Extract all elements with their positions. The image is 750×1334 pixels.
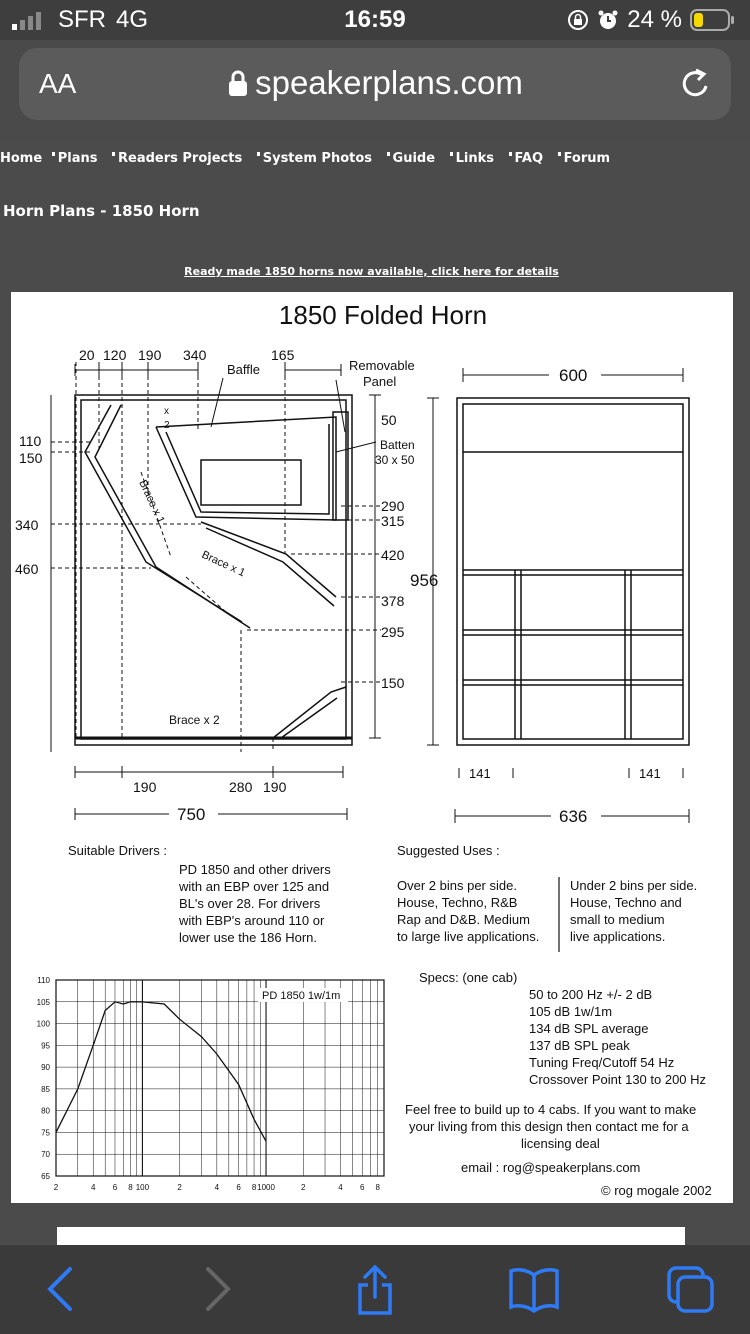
label-x: x xyxy=(164,406,169,417)
label-batten-size: 30 x 50 xyxy=(375,453,415,467)
uses-right-3: small to medium xyxy=(570,912,665,927)
dim-bottom-280: 280 xyxy=(229,779,253,795)
dim-top-120: 120 xyxy=(103,347,127,363)
label-panel: Panel xyxy=(363,374,397,389)
domain-text: speakerplans.com xyxy=(255,64,523,101)
x-tick-label: 2 xyxy=(177,1183,182,1192)
label-brace-a: Brace x 1 xyxy=(136,478,167,526)
drivers-line-4: with EBP's around 110 or xyxy=(179,913,325,928)
nav-system-photos[interactable]: System Photos xyxy=(257,151,377,166)
dim-left-460: 460 xyxy=(15,561,39,577)
label-brace-c: Brace x 2 xyxy=(169,713,220,727)
webpage xyxy=(0,140,750,1245)
y-tick-label: 80 xyxy=(41,1106,50,1116)
dim-left-150: 150 xyxy=(19,450,43,466)
front-width-636: 636 xyxy=(559,807,588,826)
dim-top-190: 190 xyxy=(138,347,162,363)
x-tick-label: 100 xyxy=(135,1183,150,1192)
x-tick-label: 6 xyxy=(112,1183,118,1192)
orientation-lock-icon xyxy=(567,9,589,31)
plan-drawing xyxy=(11,292,733,1203)
dim-top-340: 340 xyxy=(183,347,207,363)
note-3: licensing deal xyxy=(521,1136,600,1151)
x-tick-label: 6 xyxy=(236,1183,241,1192)
network-type: 4G xyxy=(116,6,149,33)
x-tick-label: 8 xyxy=(128,1183,133,1192)
dim-top-20: 20 xyxy=(79,347,95,363)
dim-left-340: 340 xyxy=(15,517,39,533)
spec-1: 50 to 200 Hz +/- 2 dB xyxy=(529,987,653,1002)
horn-plan-image xyxy=(11,292,733,1203)
reader-settings-button[interactable]: AA xyxy=(39,68,77,99)
tabs-icon[interactable] xyxy=(666,1265,716,1315)
nav-guide[interactable]: Guide xyxy=(387,151,441,166)
dim-top-165: 165 xyxy=(271,347,295,363)
side-view xyxy=(75,395,352,745)
label-baffle: Baffle xyxy=(227,362,261,377)
note-2: your living from this design then contact me for a xyxy=(409,1119,689,1134)
alarm-icon xyxy=(597,9,619,31)
spec-4: 137 dB SPL peak xyxy=(529,1038,630,1053)
label-brace-b: Brace x 1 xyxy=(199,548,247,580)
promo-link[interactable]: Ready made 1850 horns now available, click here for details xyxy=(184,265,559,278)
plan-heading: 1850 Folded Horn xyxy=(278,300,488,330)
dim-right-378: 378 xyxy=(381,593,405,609)
share-icon[interactable] xyxy=(354,1265,396,1315)
drivers-line-3: BL's over 28. For drivers xyxy=(179,896,321,911)
x-tick-label: 4 xyxy=(338,1183,343,1192)
uses-right-2: House, Techno and xyxy=(570,895,682,910)
note-1: Feel free to build up to 4 cabs. If you want to make xyxy=(405,1102,697,1117)
label-removable: Removable xyxy=(349,358,415,373)
dim-right-150: 150 xyxy=(381,675,405,691)
specs-title: Specs: (one cab) xyxy=(419,970,518,985)
graph-label: PD 1850 1w/1m xyxy=(262,990,341,1002)
nav-faq[interactable]: FAQ xyxy=(509,151,549,166)
front-inset-left: 141 xyxy=(469,766,491,781)
nav-readers-projects[interactable]: Readers Projects xyxy=(112,151,247,166)
nav-links[interactable]: Links xyxy=(450,151,499,166)
x-tick-label: 4 xyxy=(214,1183,220,1192)
response-graph xyxy=(37,976,384,1192)
front-view-dim-lines xyxy=(427,368,689,823)
spec-2: 105 dB 1w/1m xyxy=(529,1004,613,1019)
email: email : rog@speakerplans.com xyxy=(461,1160,641,1175)
copyright: © rog mogale 2002 xyxy=(601,1183,712,1198)
front-inset-right: 141 xyxy=(639,766,661,781)
address-bar[interactable] xyxy=(19,48,731,120)
x-tick-label: 8 xyxy=(375,1183,380,1192)
forward-icon[interactable] xyxy=(200,1265,236,1313)
uses-left-2: House, Techno, R&B xyxy=(397,895,518,910)
dim-bottom-190b: 190 xyxy=(263,779,287,795)
dim-bottom-190a: 190 xyxy=(133,779,157,795)
nav-forum[interactable]: Forum xyxy=(558,151,616,166)
uses-left-4: to large live applications. xyxy=(397,929,540,944)
site-nav xyxy=(0,151,620,166)
y-tick-label: 70 xyxy=(41,1150,50,1160)
spec-3: 134 dB SPL average xyxy=(529,1021,649,1036)
x-tick-label: 8 xyxy=(251,1183,257,1192)
url-domain[interactable] xyxy=(19,64,731,102)
y-tick-label: 105 xyxy=(36,997,50,1007)
reload-icon[interactable] xyxy=(679,66,713,102)
dim-width-750: 750 xyxy=(177,805,206,824)
x-tick-label: 1000 xyxy=(257,1183,275,1192)
x-tick-label: 4 xyxy=(90,1183,96,1192)
nav-plans[interactable]: Plans xyxy=(52,151,103,166)
clock: 16:59 xyxy=(344,6,406,33)
carrier: SFR xyxy=(58,6,106,33)
y-tick-label: 110 xyxy=(37,976,50,985)
dim-left-110: 110 xyxy=(19,433,42,449)
dim-right-420: 420 xyxy=(381,547,405,563)
status-bar xyxy=(0,0,750,40)
x-tick-label: 2 xyxy=(53,1183,59,1192)
drivers-title: Suitable Drivers : xyxy=(68,843,167,858)
lock-icon xyxy=(227,69,249,97)
x-tick-label: 6 xyxy=(360,1183,365,1192)
battery-icon xyxy=(690,8,736,32)
response-curve xyxy=(56,1002,266,1141)
bookmarks-icon[interactable] xyxy=(508,1265,560,1313)
x-tick-label: 2 xyxy=(301,1183,306,1192)
dim-right-315: 315 xyxy=(381,513,405,529)
drivers-line-1: PD 1850 and other drivers xyxy=(179,862,331,877)
uses-left-3: Rap and D&B. Medium xyxy=(397,912,530,927)
side-view-dim-lines xyxy=(51,364,381,820)
label-batten: Batten xyxy=(380,438,415,452)
dim-right-295: 295 xyxy=(381,624,405,640)
nav-home[interactable]: Home xyxy=(0,151,43,166)
y-tick-label: 90 xyxy=(41,1063,50,1073)
uses-right-4: live applications. xyxy=(570,929,666,944)
dim-right-50: 50 xyxy=(381,412,397,428)
front-width-600: 600 xyxy=(559,366,588,385)
spec-5: Tuning Freq/Cutoff 54 Hz xyxy=(529,1055,675,1070)
dim-right-290: 290 xyxy=(381,498,405,514)
y-tick-label: 65 xyxy=(41,1172,50,1181)
spec-6: Crossover Point 130 to 200 Hz xyxy=(529,1072,707,1087)
y-tick-label: 100 xyxy=(36,1019,50,1029)
label-2: 2 xyxy=(164,420,170,431)
y-tick-label: 75 xyxy=(41,1128,50,1138)
drivers-line-5: lower use the 186 Horn. xyxy=(179,930,318,945)
uses-left-1: Over 2 bins per side. xyxy=(397,878,517,893)
y-tick-label: 95 xyxy=(41,1041,50,1051)
front-view xyxy=(457,398,689,745)
page-title: Horn Plans - 1850 Horn xyxy=(3,202,200,220)
y-tick-label: 85 xyxy=(41,1084,50,1094)
dim-height-956: 956 xyxy=(410,571,439,590)
battery-percent: 24 % xyxy=(627,6,682,33)
uses-title: Suggested Uses : xyxy=(397,843,500,858)
back-icon[interactable] xyxy=(42,1265,78,1313)
browser-toolbar xyxy=(0,1245,750,1334)
next-image-frame xyxy=(57,1227,685,1245)
drivers-line-2: with an EBP over 125 and xyxy=(179,879,330,894)
uses-right-1: Under 2 bins per side. xyxy=(570,878,698,893)
